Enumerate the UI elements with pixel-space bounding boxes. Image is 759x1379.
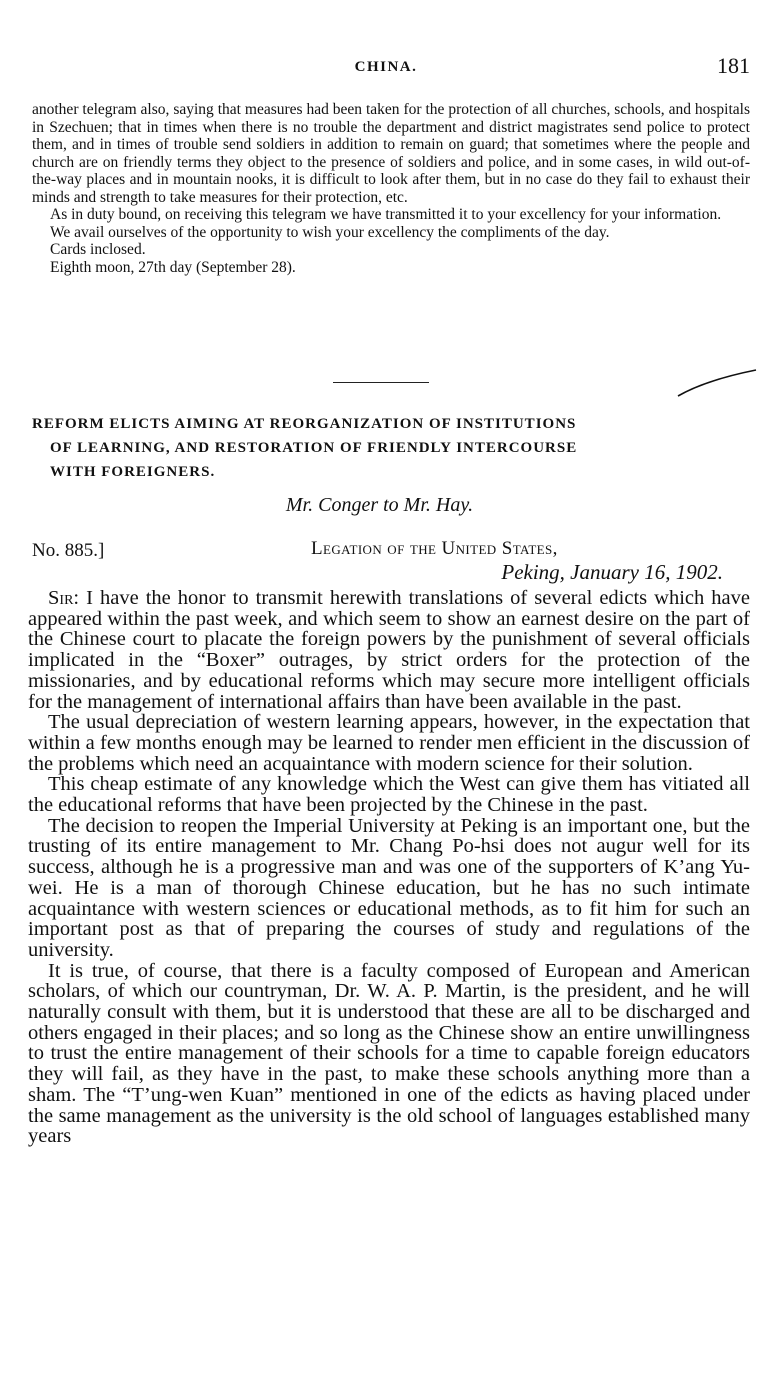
- section-heading-line: OF LEARNING, AND RESTORATION OF FRIENDLY INTERCOURSE: [50, 440, 578, 456]
- letter-paragraph: Cards inclosed.: [50, 241, 146, 258]
- running-head-title: CHINA.: [354, 59, 418, 75]
- page-number: 181: [717, 53, 750, 78]
- dateline: Peking, January 16, 1902.: [501, 560, 723, 584]
- letter-paragraph: We avail ourselves of the opportunity to wish your excellency the compliments of the day.: [50, 223, 610, 241]
- legation-heading: Legation of the United States,: [311, 538, 558, 559]
- byline: Mr. Conger to Mr. Hay.: [285, 494, 474, 516]
- previous-letter-closing: [32, 101, 750, 276]
- section-heading-line: REFORM ELICTS AIMING AT REORGANIZATION OF INSTITUTIONS: [32, 416, 577, 432]
- letter-paragraph: another telegram also, saying that measures had been taken for the protection of all churches, schools, and hospitals in Szechuen; that in times when there is no trouble the department and district magistrates send police to protect them, and in times of trouble send soldiers in addition to remain on guard; that sometimes where the people and church are on friendly terms they object to the presence of soldiers and police, and in some cases, in wild out-of-the-way places and in mountain nooks, it is difficult to look after them, but in no case do they fail to exhaust their minds and strength to take measures for their protection, etc.: [32, 101, 750, 206]
- body-paragraph: The usual depreciation of western learning appears, however, in the expectation that within a few months enough may be learned to render men efficient in the discussion of the problems which need an acquaintance with modern science for their solution.: [28, 711, 750, 775]
- section-divider: [333, 382, 429, 383]
- letter-paragraph: As in duty bound, on receiving this telegram we have transmitted it to your excellency for your information.: [50, 206, 722, 223]
- paragraph-text: I have the honor to transmit herewith translations of several edicts which have appeared within the past week, and which seem to show an earnest desire on the part of the Chinese court to placate the foreign powers by the punishment of several officials implicated in the “Boxer” outrages, by strict orders for the protection of the missionaries, and by educational reforms which may secure more intelligent officials for the management of international affairs than have been available in the past.: [28, 587, 750, 713]
- dispatch-number: No. 885.]: [32, 540, 105, 561]
- pen-mark: [676, 368, 758, 398]
- section-heading-line: WITH FOREIGNERS.: [50, 464, 216, 480]
- salutation: Sir:: [48, 587, 80, 609]
- body-paragraph: It is true, of course, that there is a faculty composed of European and American scholars, of which our countryman, Dr. W. A. P. Martin, is the president, and he will naturally consult with them, but it is understood that these are all to be discharged and others engaged in their places; and so long as the Chinese show an entire unwillingness to trust the entire management of their schools for a time to capable foreign educators they will fail, as they have in the past, to make these schools anything more than a sham. The “T’ung-wen Kuan” mentioned in one of the edicts as having placed under the same management as the university is the old school of languages established many years: [28, 959, 750, 1148]
- section-heading: [32, 412, 754, 484]
- dispatch-body: [28, 588, 750, 1147]
- body-paragraph: [28, 588, 750, 712]
- body-paragraph: This cheap estimate of any knowledge which the West can give them has vitiated all the educational reforms that have been projected by the Chinese in the past.: [28, 773, 750, 817]
- letter-paragraph: Eighth moon, 27th day (September 28).: [50, 258, 296, 276]
- running-head: [22, 53, 750, 83]
- body-paragraph: The decision to reopen the Imperial University at Peking is an important one, but the trusting of its entire management to Mr. Chang Po-hsi does not augur well for its success, although he is a progressive man and was one of the supporters of K’ang Yu-wei. He is a man of thorough Chinese education, but he has no such intimate acquaintance with western sciences or educational methods, as to fit him for such an important post as that of preparing the courses of study and regulations of the university.: [28, 814, 750, 961]
